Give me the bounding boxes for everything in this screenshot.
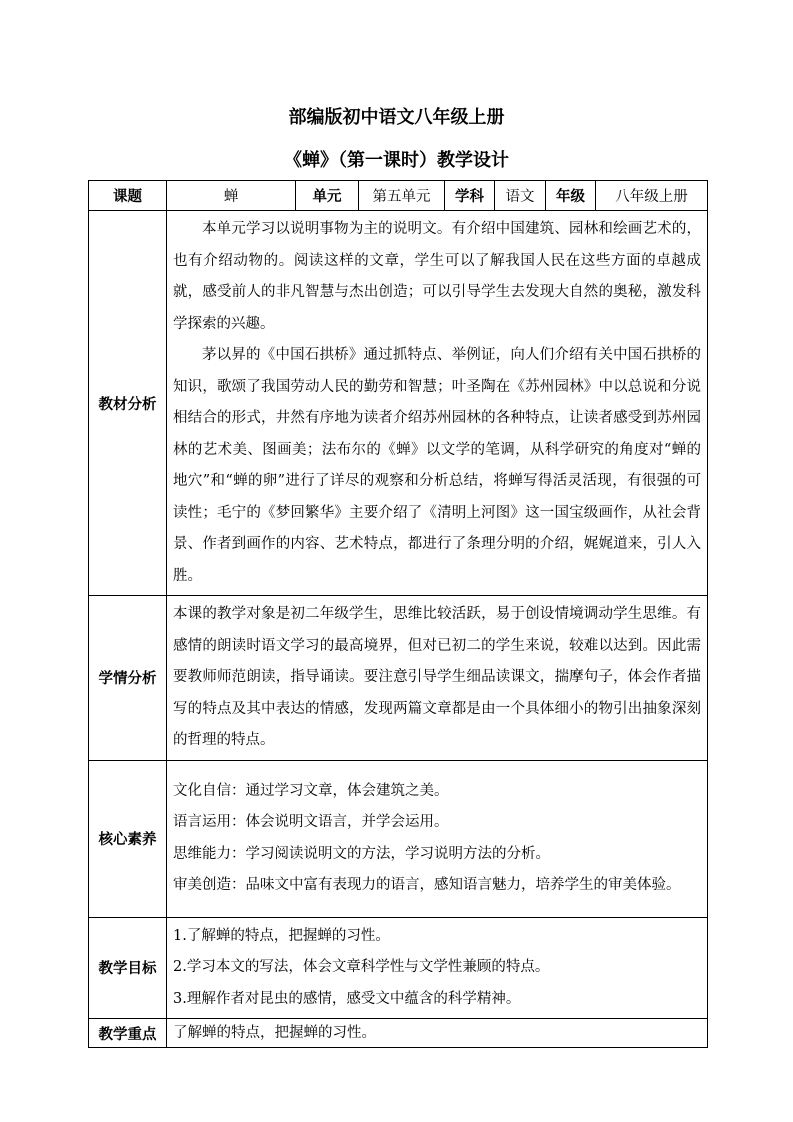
paragraph: 3.理解作者对昆虫的感情，感受文中蕴含的科学精神。 bbox=[173, 990, 521, 1007]
paragraph: 本课的教学对象是初二年级学生，思维比较活跃，易于创设情境调动学生思维。有感情的朗读时语文学习的最高境界，但对已初二的学生来说，较难以达到。因此需要教师师范朗读，指导诵读。要注意引导学生细品读课文，揣摩句子，体会作者描写的特点及其中表达的情感，发现两篇文章都是由一个具体细小的物引出抽象深刻的哲理的特点。 bbox=[173, 606, 701, 748]
section-label: 教材分析 bbox=[89, 211, 167, 596]
section-row-student-analysis bbox=[89, 596, 708, 761]
subject-value: 语文 bbox=[495, 181, 546, 211]
section-content bbox=[167, 1019, 708, 1048]
section-label: 教学重点 bbox=[89, 1019, 167, 1048]
section-row-core-literacy bbox=[89, 760, 708, 917]
section-row-textbook-analysis bbox=[89, 211, 708, 596]
section-label: 核心素养 bbox=[89, 760, 167, 917]
paragraph: 2.学习本文的写法，体会文章科学性与文学性兼顾的特点。 bbox=[173, 959, 550, 975]
paragraph: 文化自信：通过学习文章，体会建筑之美。 bbox=[173, 782, 449, 799]
paragraph: 审美创造：品味文中富有表现力的语言，感知语言魅力，培养学生的审美体验。 bbox=[173, 877, 681, 893]
grade-value: 八年级上册 bbox=[596, 181, 708, 211]
header-row bbox=[89, 181, 708, 211]
section-row-teaching-focus bbox=[89, 1019, 708, 1048]
subject-label: 学科 bbox=[445, 181, 495, 211]
paragraph: 思维能力：学习阅读说明文的方法，学习说明方法的分析。 bbox=[173, 845, 550, 862]
page-subtitle: 《蝉》（第一课时）教学设计 bbox=[284, 150, 509, 171]
paragraph: 本单元学习以说明事物为主的说明文。有介绍中国建筑、园林和绘画艺术的，也有介绍动物的。阅读这样的文章，学生可以了解我国人民在这些方面的卓越成就，感受前人的非凡智慧与杰出创造；可以引导学生去发现大自然的奥秘，激发科学探索的兴趣。 bbox=[173, 221, 701, 332]
page-title: 部编版初中语文八年级上册 bbox=[288, 107, 505, 128]
section-label: 学情分析 bbox=[89, 596, 167, 761]
section-row-teaching-goals bbox=[89, 917, 708, 1019]
paragraph: 语言运用：体会说明文语言，并学会运用。 bbox=[173, 814, 449, 830]
paragraph: 了解蝉的特点，把握蝉的习性。 bbox=[173, 1025, 376, 1041]
paragraph: 1.了解蝉的特点，把握蝉的习性。 bbox=[173, 927, 390, 944]
lesson-value: 蝉 bbox=[167, 181, 296, 211]
section-content bbox=[167, 760, 708, 917]
section-content bbox=[167, 596, 708, 761]
section-content bbox=[167, 917, 708, 1019]
unit-value: 第五单元 bbox=[359, 181, 445, 211]
section-label: 教学目标 bbox=[89, 917, 167, 1019]
section-content bbox=[167, 211, 708, 596]
unit-label: 单元 bbox=[296, 181, 359, 211]
grade-label: 年级 bbox=[546, 181, 596, 211]
lesson-label: 课题 bbox=[89, 181, 167, 211]
paragraph: 茅以昇的《中国石拱桥》通过抓特点、举例证，向人们介绍有关中国石拱桥的知识，歌颂了我国劳动人民的勤劳和智慧；叶圣陶在《苏州园林》中以总说和分说相结合的形式，井然有序地为读者介绍苏州园林的各种特点，让读者感受到苏州园林的艺术美、图画美；法布尔的《蝉》以文学的笔调，从科学研究的角度对“蝉的地穴”和“蝉的卵”进行了详尽的观察和分析总结，将蝉写得活灵活现，有很强的可读性；毛宁的《梦回繁华》主要介绍了《清明上河图》这一国宝级画作，从社会背景、作者到画作的内容、艺术特点，都进行了条理分明的介绍，娓娓道来，引人入胜。 bbox=[173, 347, 701, 584]
lesson-plan-table bbox=[88, 180, 708, 1048]
